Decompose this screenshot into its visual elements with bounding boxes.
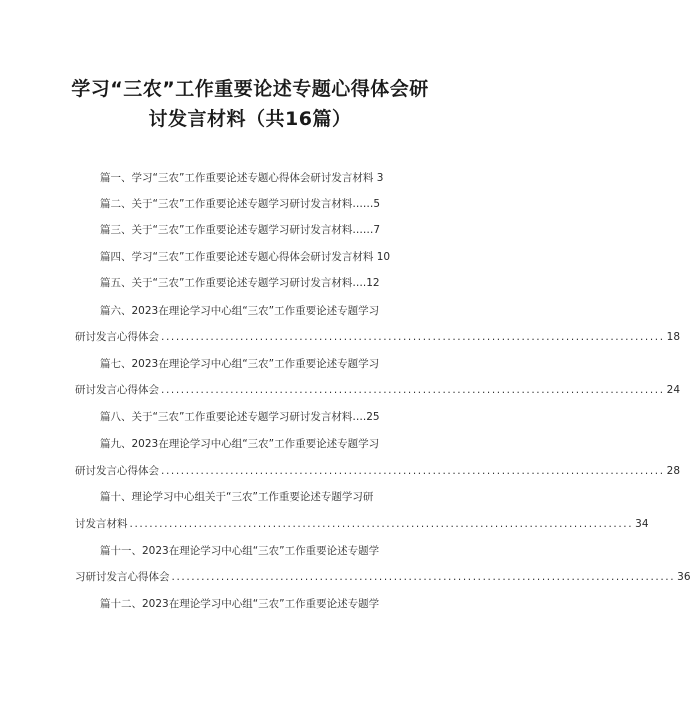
- toc-entry[interactable]: 篇二、关于“三农”工作重要论述专题学习研讨发言材料……5: [100, 198, 381, 210]
- toc-page-number: 18: [666, 331, 681, 343]
- toc-entry[interactable]: 篇五、关于“三农”工作重要论述专题学习研讨发言材料….12: [100, 277, 380, 289]
- document-title-line-1: 学习“三农”工作重要论述专题心得体会研: [71, 78, 429, 100]
- dot-leader: ......................................................................................................: [171, 571, 676, 583]
- dot-leader: ......................................................................................................: [161, 384, 665, 396]
- document-title-line-2: 讨发言材料（共16篇）: [148, 108, 352, 130]
- toc-entry-first-line[interactable]: 篇十一、2023在理论学习中心组“三农”工作重要论述专题学: [100, 545, 380, 557]
- toc-entry[interactable]: 篇一、学习“三农”工作重要论述专题心得体会研讨发言材料 3: [100, 172, 384, 184]
- toc-entry-first-line[interactable]: 篇十、理论学习中心组关于“三农”工作重要论述专题学习研: [100, 491, 374, 503]
- toc-page-number: 36: [677, 571, 691, 583]
- toc-entry-text: 研讨发言心得体会: [75, 384, 159, 396]
- toc-entry-continuation[interactable]: [75, 330, 681, 344]
- dot-leader: ......................................................................................................: [129, 518, 634, 530]
- toc-entry-first-line[interactable]: 篇七、2023在理论学习中心组“三农”工作重要论述专题学习: [100, 358, 380, 370]
- toc-page-number: 24: [666, 384, 681, 396]
- toc-entry[interactable]: 篇八、关于“三农”工作重要论述专题学习研讨发言材料….25: [100, 411, 380, 423]
- toc-entry-first-line[interactable]: 篇九、2023在理论学习中心组“三农”工作重要论述专题学习: [100, 438, 380, 450]
- toc-entry-continuation[interactable]: [75, 570, 691, 584]
- toc-entry[interactable]: 篇十二、2023在理论学习中心组“三农”工作重要论述专题学: [100, 598, 380, 610]
- toc-entry-continuation[interactable]: [75, 464, 681, 478]
- dot-leader: ......................................................................................................: [161, 331, 665, 343]
- toc-entry-continuation[interactable]: [75, 383, 681, 397]
- toc-entry-text: 习研讨发言心得体会: [75, 571, 170, 583]
- toc-page-number: 28: [666, 465, 681, 477]
- dot-leader: ......................................................................................................: [161, 465, 665, 477]
- toc-entry-text: 讨发言材料: [75, 518, 128, 530]
- toc-entry-continuation[interactable]: [75, 517, 649, 531]
- toc-entry[interactable]: 篇四、学习“三农”工作重要论述专题心得体会研讨发言材料 10: [100, 251, 391, 263]
- toc-entry-text: 研讨发言心得体会: [75, 331, 159, 343]
- toc-page-number: 34: [635, 518, 649, 530]
- toc-entry-first-line[interactable]: 篇六、2023在理论学习中心组“三农”工作重要论述专题学习: [100, 305, 380, 317]
- toc-entry-text: 研讨发言心得体会: [75, 465, 159, 477]
- toc-entry[interactable]: 篇三、关于“三农”工作重要论述专题学习研讨发言材料……7: [100, 224, 381, 236]
